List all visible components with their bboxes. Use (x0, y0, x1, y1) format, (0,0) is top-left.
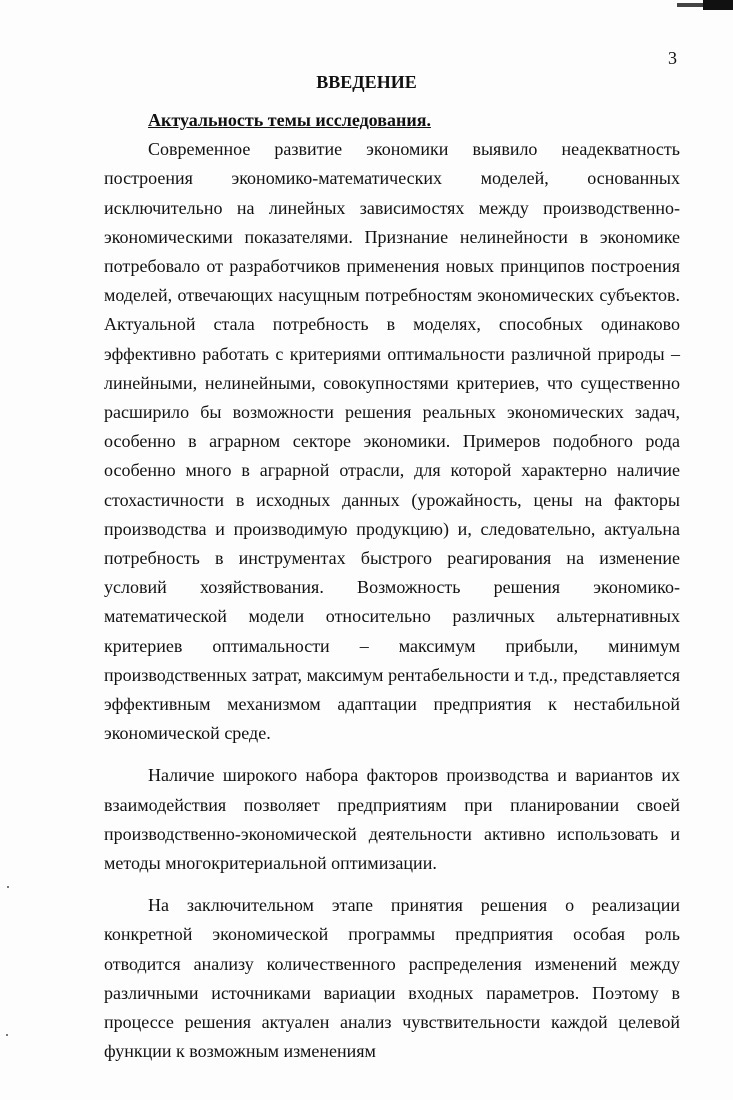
scan-mark-bar (703, 0, 733, 10)
page-number: 3 (668, 48, 677, 68)
paragraph-3: На заключительном этапе принятия решения о реализации конкретной экономической программы предприятия особая роль отводится анализу количественного распределения изменений между различными источниками вариации входных параметров. Поэтому в процессе решения актуален анализ чувствительности каждой целевой функции к возможным изменениям (104, 895, 680, 1062)
scan-mark (675, 0, 733, 10)
scan-mark-bar-light (677, 3, 703, 7)
section-subheading: Актуальность темы исследования. (148, 110, 431, 130)
body-text (104, 106, 680, 1067)
paragraph-2: Наличие широкого набора факторов производства и вариантов их взаимодействия позволяет предприятиям при планировании своей производственно-экономической деятельности активно использовать и методы многокритериальной оптимизации. (104, 765, 680, 874)
scan-speck (7, 886, 9, 888)
page-title: ВВЕДЕНИЕ (316, 72, 417, 92)
scan-speck (6, 1034, 8, 1036)
paragraph-1: Современное развитие экономики выявило неадекватность построения экономико-математических моделей, основанных исключительно на линейных зависимостях между производственно-экономическими показателями. Признание нелинейности в экономике потребовало от разработчиков применения новых принципов построения моделей, отвечающих насущным потребностям экономических субъектов. Актуальной стала потребность в моделях, способных одинаково эффективно работать с критериями оптимальности различной природы – линейными, нелинейными, совокупностями критериев, что существенно расширило бы возможности решения реальных экономических задач, особенно в аграрном секторе экономики. Примеров подобного рода особенно много в аграрной отрасли, для которой характерно наличие стохастичности в исходных данных (урожайность, цены на факторы производства и производимую продукцию) и, следовательно, актуальна потребность в инструментах быстрого реагирования на изменение условий хозяйствования. Возможность решения экономико-математической модели относительно различных альтернативных критериев оптимальности – максимум прибыли, минимум производственных затрат, максимум рентабельности и т.д., представляется эффективным механизмом адаптации предприятия к нестабильной экономической среде. (104, 139, 680, 744)
